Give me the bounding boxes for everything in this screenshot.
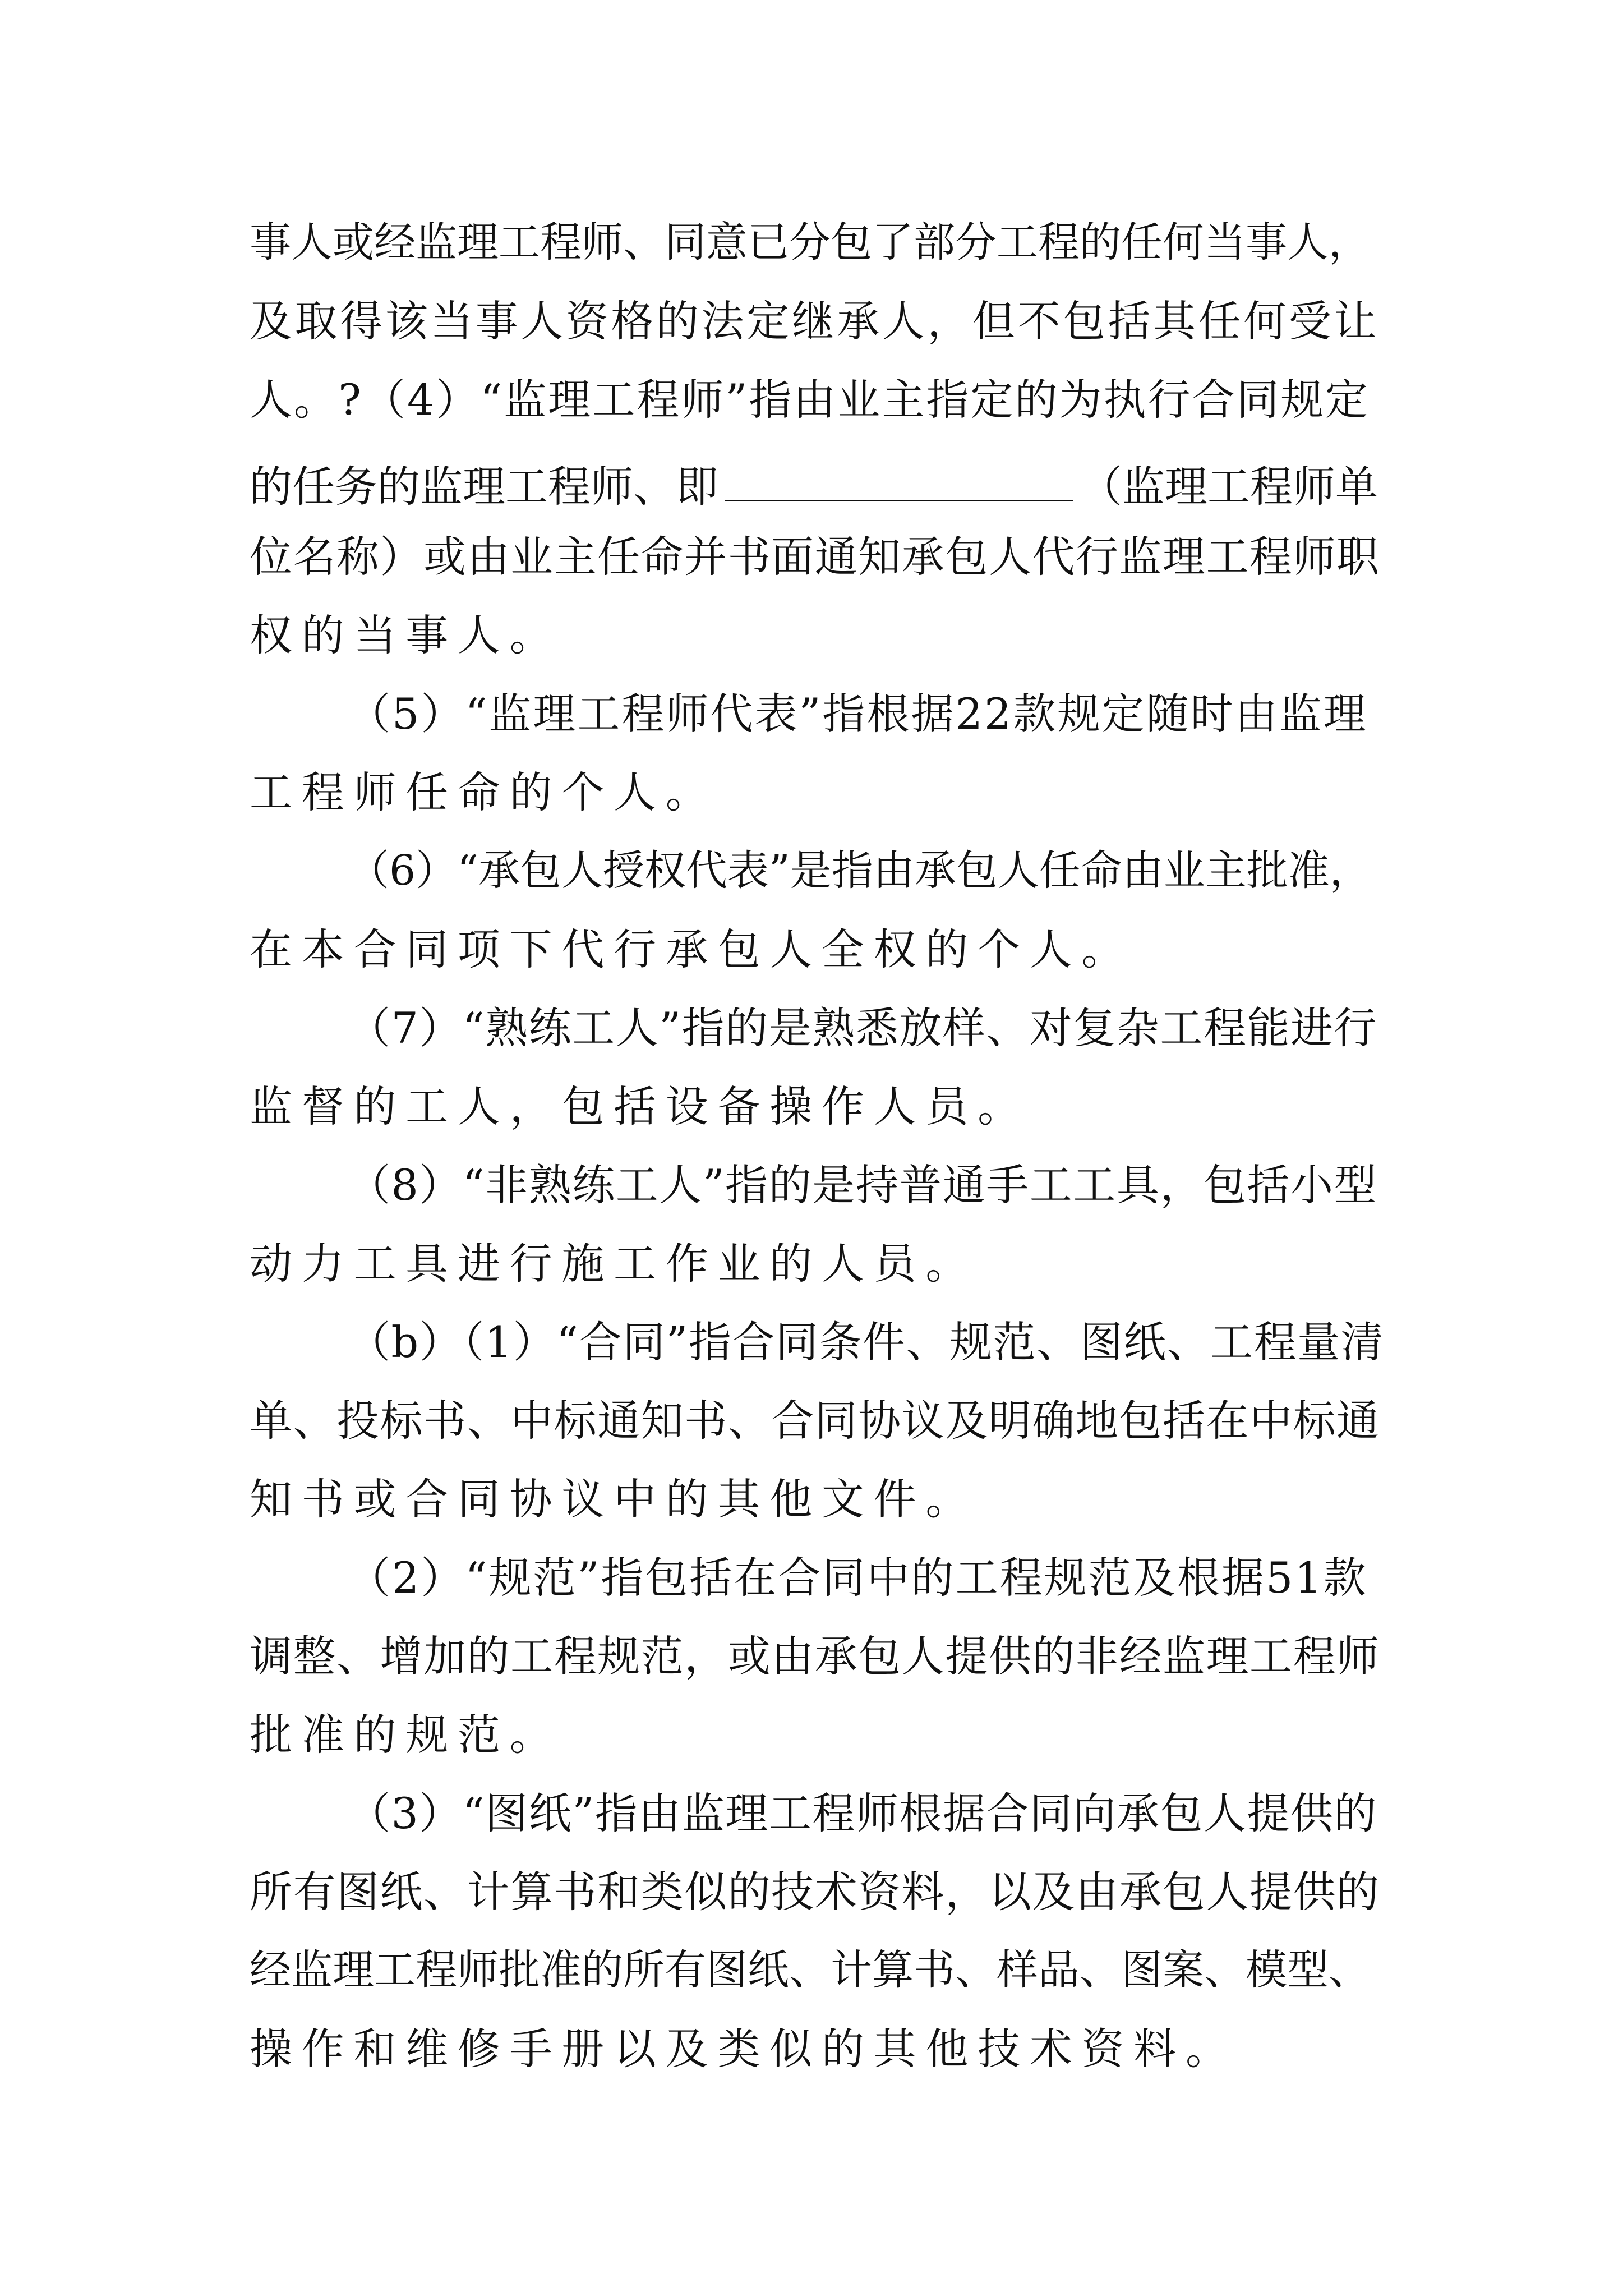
p4-line-2: 监督的工人，包括设备操作人员。 — [250, 1082, 1030, 1131]
p1-line-5: 位名称）或由业主任命并书面通知承包人代行监理工程师职 — [250, 532, 1380, 582]
p1-line-4-before: 的任务的监理工程师、即 — [250, 462, 718, 512]
p4-line-1: （7）“熟练工人”指的是熟悉放样、对复杂工程能进行 — [348, 1003, 1378, 1053]
p8-line-4: 操作和维修手册以及类似的其他技术资料。 — [250, 2024, 1238, 2074]
p6-line-3: 知书或合同协议中的其他文件。 — [250, 1474, 978, 1524]
blank-underline — [725, 457, 1073, 501]
p6-line-1: （b）（1）“合同”指合同条件、规范、图纸、工程量清 — [348, 1317, 1385, 1367]
p5-line-2: 动力工具进行施工作业的人员。 — [250, 1239, 978, 1289]
p1-line-3: 人。?（4）“监理工程师”指由业主指定的为执行合同规定 — [250, 375, 1370, 425]
p8-line-2: 所有图纸、计算书和类似的技术资料，以及由承包人提供的 — [250, 1867, 1380, 1917]
p1-line-2: 及取得该当事人资格的法定继承人，但不包括其任何受让 — [250, 296, 1379, 346]
p1-line-4 — [250, 457, 1378, 512]
p8-line-3: 经监理工程师批准的所有图纸、计算书、样品、图案、模型、 — [250, 1946, 1370, 1994]
p7-line-3: 批准的规范。 — [250, 1710, 562, 1760]
p1-line-4-after: （监理工程师单 — [1080, 462, 1378, 512]
p2-line-2: 工程师任命的个人。 — [250, 767, 718, 817]
p5-line-1: （8）“非熟练工人”指的是持普通手工工具，包括小型 — [348, 1160, 1378, 1210]
p8-line-1: （3）“图纸”指由监理工程师根据合同向承包人提供的 — [348, 1788, 1378, 1838]
p1-line-1: 事人或经监理工程师、同意已分包了部分工程的任何当事人， — [250, 218, 1370, 266]
p7-line-2: 调整、增加的工程规范，或由承包人提供的非经监理工程师 — [250, 1631, 1380, 1681]
p3-line-2: 在本合同项下代行承包人全权的个人。 — [250, 924, 1134, 974]
p3-line-1: （6）“承包人授权代表”是指由承包人任命由业主批准， — [348, 846, 1371, 895]
p7-line-1: （2）“规范”指包括在合同中的工程规范及根据51款 — [348, 1553, 1368, 1603]
p6-line-2: 单、投标书、中标通知书、合同协议及明确地包括在中标通 — [250, 1396, 1380, 1446]
p1-line-6: 权的当事人。 — [250, 610, 562, 660]
p2-line-1: （5）“监理工程师代表”指根据22款规定随时由监理 — [348, 689, 1368, 739]
